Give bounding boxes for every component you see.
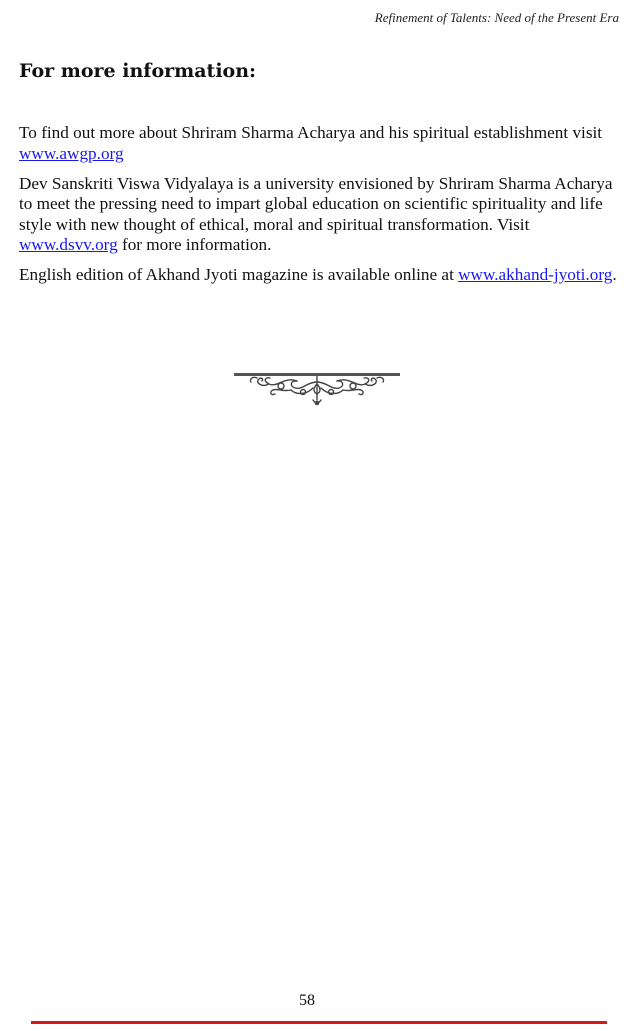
paragraph-akhand-jyoti	[19, 265, 619, 286]
paragraph-awgp-text: To find out more about Shriram Sharma Acharya and his spiritual establishment visit	[19, 123, 603, 142]
link-awgp[interactable]: www.awgp.org	[19, 143, 124, 163]
paragraph-dsvv-text-after: for more information.	[117, 235, 272, 254]
section-heading: For more information:	[19, 60, 257, 82]
paragraph-akhand-jyoti-text-before: English edition of Akhand Jyoti magazine is available online at	[19, 265, 459, 284]
paragraph-akhand-jyoti-text-after: .	[612, 265, 617, 284]
page-number: 58	[299, 992, 315, 1009]
footer-rule	[31, 1021, 607, 1024]
info-content	[19, 123, 619, 295]
paragraph-awgp	[19, 123, 619, 164]
scrollwork-divider-icon	[233, 370, 401, 410]
paragraph-dsvv	[19, 174, 619, 256]
paragraph-dsvv-text-before: Dev Sanskriti Viswa Vidyalaya is a university envisioned by Shriram Sharma Acharya to meet the pressing need to impart global education on scientific spirituality and life style with new thought of ethical, moral and spiritual transformation. Visit	[19, 173, 613, 234]
running-header: Refinement of Talents: Need of the Present Era	[374, 10, 619, 25]
link-dsvv[interactable]: www.dsvv.org	[19, 235, 118, 254]
link-akhand-jyoti[interactable]: www.akhand-jyoti.org	[458, 265, 613, 284]
